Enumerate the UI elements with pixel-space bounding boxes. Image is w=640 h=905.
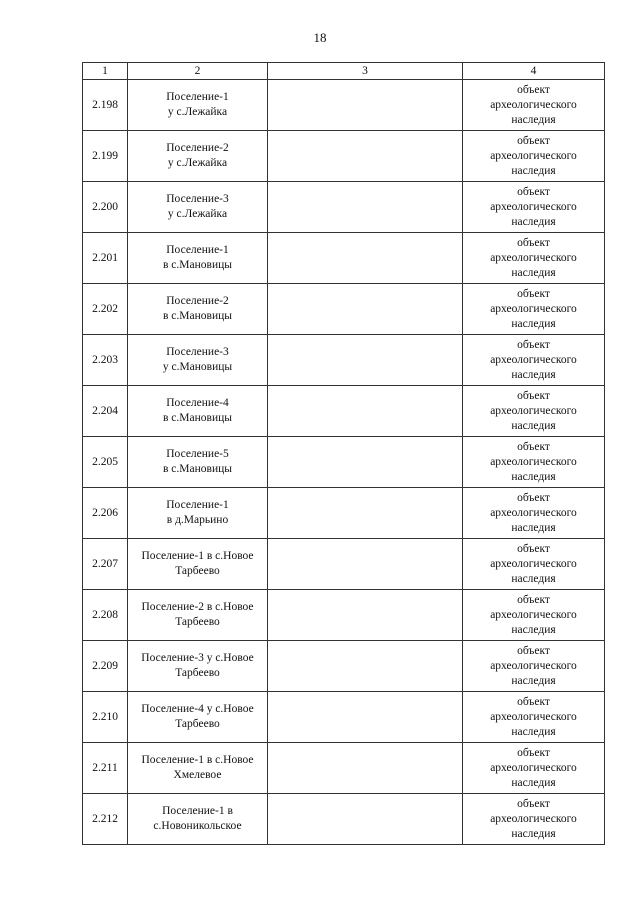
table-row	[83, 794, 605, 845]
heritage-category	[463, 233, 605, 284]
table-row	[83, 80, 605, 131]
category-line: археологического	[490, 149, 577, 162]
site-name	[128, 182, 268, 233]
category-line: наследия	[511, 623, 556, 636]
table-row	[83, 386, 605, 437]
row-note	[268, 437, 463, 488]
heritage-category	[463, 641, 605, 692]
category-line: наследия	[511, 776, 556, 789]
row-note	[268, 80, 463, 131]
category-line: наследия	[511, 572, 556, 585]
category-line: археологического	[490, 608, 577, 621]
category-line: археологического	[490, 710, 577, 723]
heritage-category	[463, 590, 605, 641]
site-name-line: у с.Мановицы	[162, 361, 233, 373]
category-line: объект	[517, 797, 550, 810]
site-name-line: у с.Лежайка	[167, 208, 228, 220]
table-header-row	[83, 63, 605, 80]
row-number: 2.212	[83, 794, 128, 845]
table-row	[83, 692, 605, 743]
row-number: 2.210	[83, 692, 128, 743]
category-line: объект	[517, 287, 550, 300]
table-row	[83, 437, 605, 488]
category-line: объект	[517, 83, 550, 96]
heritage-category	[463, 743, 605, 794]
row-number: 2.202	[83, 284, 128, 335]
site-name	[128, 386, 268, 437]
category-line: объект	[517, 593, 550, 606]
category-line: археологического	[490, 353, 577, 366]
row-number: 2.204	[83, 386, 128, 437]
site-name-line: Поселение-2	[166, 295, 229, 307]
site-name	[128, 80, 268, 131]
row-number: 2.201	[83, 233, 128, 284]
site-name-line: Поселение-1	[166, 244, 229, 256]
site-name-line: Поселение-1 в с.Новое	[141, 754, 254, 766]
row-note	[268, 590, 463, 641]
site-name-line: в с.Мановицы	[163, 412, 232, 424]
category-line: объект	[517, 746, 550, 759]
site-name	[128, 794, 268, 845]
category-line: объект	[517, 695, 550, 708]
category-line: археологического	[490, 557, 577, 570]
header-col-1: 1	[83, 63, 128, 80]
header-col-4: 4	[463, 63, 605, 80]
site-name-line: Тарбеево	[175, 718, 220, 730]
heritage-category	[463, 131, 605, 182]
category-line: археологического	[490, 506, 577, 519]
row-note	[268, 743, 463, 794]
row-note	[268, 335, 463, 386]
heritage-category	[463, 539, 605, 590]
category-line: наследия	[511, 419, 556, 432]
site-name	[128, 641, 268, 692]
table-row	[83, 743, 605, 794]
heritage-category	[463, 284, 605, 335]
heritage-category	[463, 182, 605, 233]
site-name-line: Поселение-2 в с.Новое	[141, 601, 254, 613]
category-line: наследия	[511, 368, 556, 381]
row-note	[268, 539, 463, 590]
row-note	[268, 233, 463, 284]
row-note	[268, 488, 463, 539]
heritage-category	[463, 437, 605, 488]
site-name-line: Поселение-3 у с.Новое	[141, 652, 254, 664]
row-number: 2.203	[83, 335, 128, 386]
site-name-line: в с.Мановицы	[163, 310, 232, 322]
row-note	[268, 182, 463, 233]
category-line: наследия	[511, 317, 556, 330]
site-name-line: Тарбеево	[175, 565, 220, 577]
category-line: объект	[517, 491, 550, 504]
category-line: наследия	[511, 674, 556, 687]
site-name-line: в с.Мановицы	[163, 259, 232, 271]
row-note	[268, 386, 463, 437]
row-note	[268, 284, 463, 335]
category-line: объект	[517, 440, 550, 453]
row-number: 2.207	[83, 539, 128, 590]
table-row	[83, 233, 605, 284]
heritage-category	[463, 488, 605, 539]
row-note	[268, 131, 463, 182]
category-line: археологического	[490, 200, 577, 213]
table-body	[83, 80, 605, 845]
site-name-line: Поселение-1	[166, 91, 229, 103]
row-note	[268, 794, 463, 845]
site-name	[128, 437, 268, 488]
row-number: 2.208	[83, 590, 128, 641]
category-line: наследия	[511, 827, 556, 840]
heritage-category	[463, 80, 605, 131]
row-note	[268, 692, 463, 743]
site-name-line: Тарбеево	[175, 616, 220, 628]
row-number: 2.206	[83, 488, 128, 539]
row-note	[268, 641, 463, 692]
category-line: объект	[517, 236, 550, 249]
category-line: наследия	[511, 266, 556, 279]
site-name-line: с.Новоникольское	[153, 820, 242, 832]
site-name-line: Поселение-4	[166, 397, 229, 409]
category-line: археологического	[490, 812, 577, 825]
table-row	[83, 590, 605, 641]
heritage-category	[463, 692, 605, 743]
row-number: 2.211	[83, 743, 128, 794]
category-line: объект	[517, 185, 550, 198]
table-row	[83, 335, 605, 386]
table-row	[83, 539, 605, 590]
site-name-line: Поселение-3	[166, 193, 229, 205]
category-line: археологического	[490, 659, 577, 672]
site-name-line: в с.Мановицы	[163, 463, 232, 475]
category-line: наследия	[511, 725, 556, 738]
site-name-line: Поселение-3	[166, 346, 229, 358]
category-line: объект	[517, 338, 550, 351]
row-number: 2.198	[83, 80, 128, 131]
category-line: наследия	[511, 164, 556, 177]
site-name	[128, 131, 268, 182]
site-name	[128, 539, 268, 590]
heritage-category	[463, 386, 605, 437]
category-line: объект	[517, 389, 550, 402]
site-name	[128, 590, 268, 641]
category-line: археологического	[490, 98, 577, 111]
row-number: 2.209	[83, 641, 128, 692]
site-name	[128, 743, 268, 794]
site-name	[128, 488, 268, 539]
category-line: объект	[517, 644, 550, 657]
table-row	[83, 284, 605, 335]
site-name	[128, 284, 268, 335]
site-name-line: у с.Лежайка	[167, 157, 228, 169]
site-name-line: Поселение-1 в с.Новое	[141, 550, 254, 562]
category-line: археологического	[490, 302, 577, 315]
category-line: объект	[517, 134, 550, 147]
table-row	[83, 131, 605, 182]
category-line: наследия	[511, 521, 556, 534]
site-name-line: Тарбеево	[175, 667, 220, 679]
category-line: наследия	[511, 215, 556, 228]
site-name	[128, 335, 268, 386]
row-number: 2.199	[83, 131, 128, 182]
category-line: археологического	[490, 404, 577, 417]
site-name-line: Поселение-1	[166, 499, 229, 511]
site-name-line: Поселение-4 у с.Новое	[141, 703, 254, 715]
site-name-line: Поселение-2	[166, 142, 229, 154]
heritage-category	[463, 335, 605, 386]
table-row	[83, 488, 605, 539]
site-name-line: в д.Марьино	[166, 514, 229, 526]
category-line: наследия	[511, 470, 556, 483]
category-line: археологического	[490, 455, 577, 468]
table-row	[83, 641, 605, 692]
row-number: 2.205	[83, 437, 128, 488]
site-name-line: Поселение-1 в	[162, 805, 233, 817]
category-line: археологического	[490, 761, 577, 774]
category-line: объект	[517, 542, 550, 555]
site-name-line: у с.Лежайка	[167, 106, 228, 118]
row-number: 2.200	[83, 182, 128, 233]
heritage-registry-table	[82, 62, 605, 845]
category-line: наследия	[511, 113, 556, 126]
table-row	[83, 182, 605, 233]
site-name-line: Хмелевое	[173, 769, 222, 781]
heritage-category	[463, 794, 605, 845]
site-name	[128, 233, 268, 284]
site-name-line: Поселение-5	[166, 448, 229, 460]
site-name	[128, 692, 268, 743]
page-number: 18	[313, 30, 327, 45]
category-line: археологического	[490, 251, 577, 264]
header-col-2: 2	[128, 63, 268, 80]
header-col-3: 3	[268, 63, 463, 80]
